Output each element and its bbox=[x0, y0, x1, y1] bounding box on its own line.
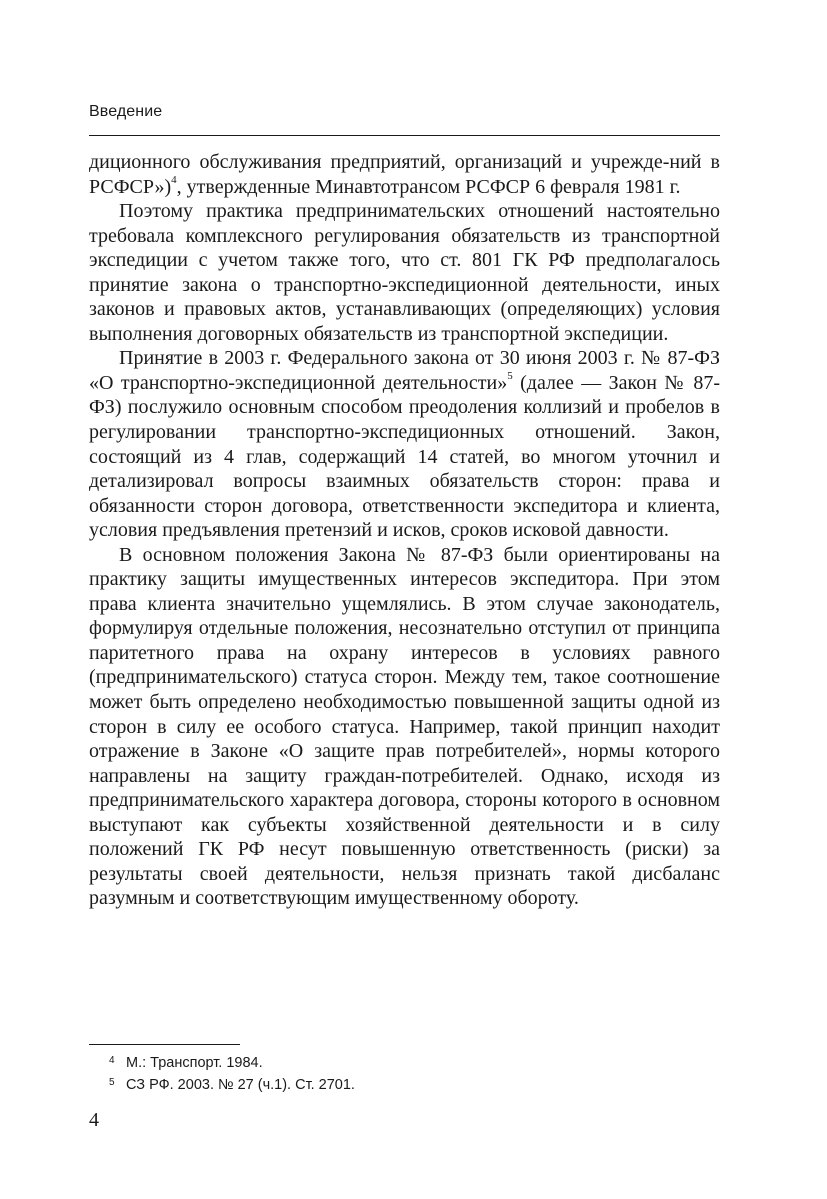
paragraph bbox=[89, 346, 720, 542]
footnote-ref: 5 bbox=[507, 370, 513, 383]
footnote-mark: 5 bbox=[109, 1077, 115, 1088]
footnote bbox=[109, 1075, 355, 1097]
paragraph-text: Поэтому практика предпринимательских отношений настоятельно требовала комплексного регулирования обязательств из транспортной экспедиции с учетом также того, что ст. 801 ГК РФ предполагалось принятие закона о транспортно-экспедиционной деятельности, иных законов и правовых актов, устанавливающих (определяющих) условия выполнения договорных обязательств из транспортной экспедиции. bbox=[89, 200, 720, 345]
footnote-ref: 4 bbox=[171, 173, 177, 186]
paragraph-text: , утвержденные Минавтотрансом РСФСР 6 февраля 1981 г. bbox=[176, 175, 681, 198]
footnote bbox=[109, 1053, 355, 1075]
paragraph bbox=[89, 543, 720, 911]
paragraph bbox=[89, 150, 720, 199]
page-number: 4 bbox=[89, 1109, 99, 1131]
footnote-mark: 4 bbox=[109, 1055, 115, 1066]
footnote-rule bbox=[89, 1044, 240, 1045]
running-head: Введение bbox=[89, 103, 163, 120]
paragraph-text: В основном положения Закона № 87-ФЗ были ориентированы на практику защиты имущественных интересов экспедитора. При этом права клиента значительно ущемлялись. В этом случае законодатель, формулируя отдельные положения, несознательно отступил от принципа паритетного права на охрану интересов в условиях равного (предпринимательского) статуса сторон. Между тем, такое соотношение может быть определено необходимостью повышенной защиты одной из сторон в силу ее особого статуса. Например, такой принцип находит отражение в Законе «О защите прав потребителей», нормы которого направлены на защиту граждан-потребителей. Однако, исходя из предпринимательского характера договора, стороны которого в основном выступают как субъекты хозяйственной деятельности и в силу положений ГК РФ несут повышенную ответственность (риски) за результаты своей деятельности, нельзя признать такой дисбаланс разумным и соответствующим имущественному обороту. bbox=[89, 543, 720, 910]
footnote-text: М.: Транспорт. 1984. bbox=[126, 1055, 263, 1071]
paragraph-text: (далее — Закон № 87-ФЗ) послужило основным способом преодоления коллизий и пробелов в регулировании транспортно-экспедиционных отношений. Закон, состоящий из 4 глав, содержащий 14 статей, во многом уточнил и детализировал вопросы взаимных обязательств сторон: права и обязанности сторон договора, ответственности экспедитора и клиента, условия предъявления претензий и исков, сроков исковой давности. bbox=[89, 371, 721, 542]
footnote-text: СЗ РФ. 2003. № 27 (ч.1). Ст. 2701. bbox=[126, 1077, 355, 1093]
paragraph bbox=[89, 199, 720, 346]
paragraph-text: диционного обслуживания предприятий, организаций и учрежде-ний в РСФСР») bbox=[89, 151, 720, 198]
header-rule bbox=[89, 135, 720, 136]
body-text bbox=[89, 150, 720, 911]
footnotes bbox=[109, 1053, 355, 1097]
paragraph-text: Принятие в 2003 г. Федерального закона от 30 июня 2003 г. № 87-ФЗ «О транспортно-экспедиционной деятельности» bbox=[89, 347, 720, 394]
